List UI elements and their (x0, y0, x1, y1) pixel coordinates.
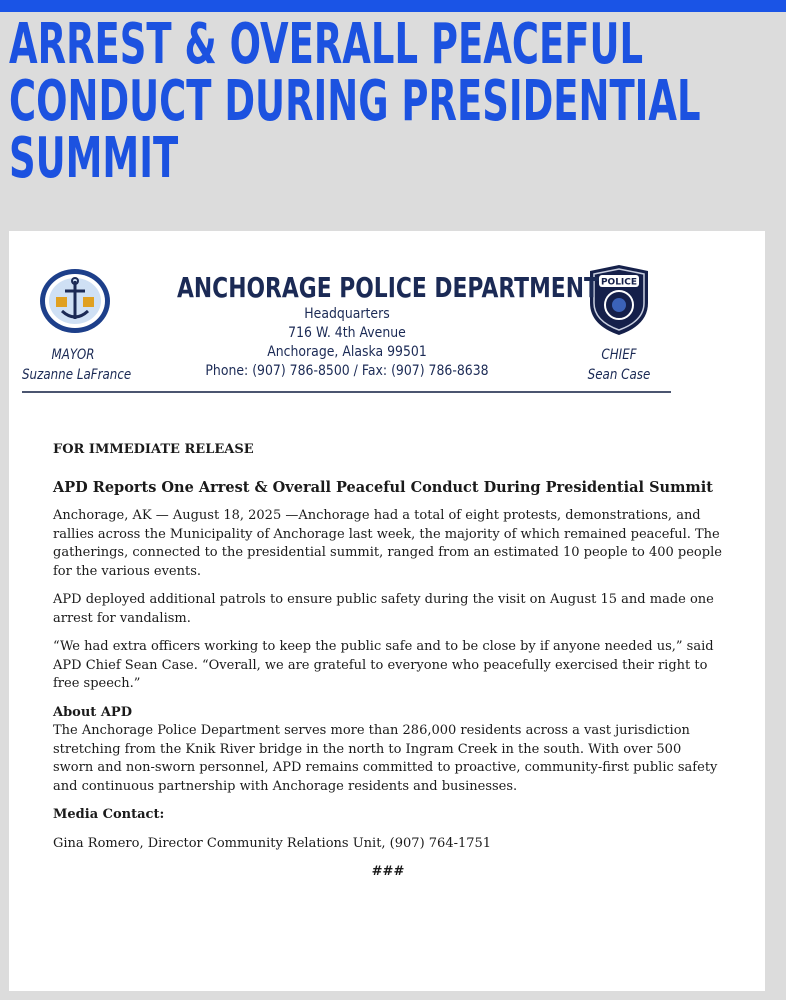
paragraph-1: Anchorage, AK — August 18, 2025 —Anchorage had a total of eight protests, demonstrations, and rallies across the Municipality of Anchorage last week, the majority of which remained peaceful. The gatherings, connected to the presidential summit, ranged from an estimated 10 people to 400 people for the various events. (53, 508, 722, 579)
street-address: 716 W. 4th Avenue (288, 325, 406, 341)
letterhead-divider (22, 391, 671, 393)
mayor-block (13, 345, 133, 385)
page-headline (9, 12, 701, 191)
mayor-title: MAYOR (51, 347, 95, 363)
release-body (53, 441, 723, 882)
release-label: FOR IMMEDIATE RELEASE (53, 442, 254, 457)
city-state-zip: Anchorage, Alaska 99501 (267, 344, 427, 360)
paragraph-2: APD deployed additional patrols to ensure public safety during the visit on August 15 and made one arrest for vandalism. (53, 592, 714, 626)
municipality-seal-icon (38, 267, 112, 335)
department-name: ANCHORAGE POLICE DEPARTMENT (177, 271, 599, 304)
top-accent-bar (0, 0, 786, 12)
office-name: Headquarters (304, 306, 390, 322)
paragraph-3: “We had extra officers working to keep the public safe and to be close by if anyone needed us,” said APD Chief Sean Case. “Overall, we are grateful to everyone who peacefully exercised their right to free speech.” (53, 639, 714, 691)
press-release-document (9, 231, 765, 991)
chief-name: Sean Case (587, 367, 651, 383)
badge-label: POLICE (600, 277, 638, 288)
chief-title: CHIEF (601, 347, 637, 363)
media-contact-heading: Media Contact: (53, 807, 165, 822)
phone-fax: Phone: (907) 786-8500 / Fax: (907) 786-8638 (205, 363, 489, 379)
chief-block (569, 345, 669, 385)
end-mark: ### (371, 864, 405, 879)
mayor-name: Suzanne LaFrance (22, 367, 132, 383)
headline-line-1: ARREST & OVERALL PEACEFUL (9, 12, 644, 77)
release-title: APD Reports One Arrest & Overall Peaceful Conduct During Presidential Summit (53, 478, 713, 496)
about-text: The Anchorage Police Department serves more than 286,000 residents across a vast jurisdiction stretching from the Knik River bridge in the north to Ingram Creek in the south. With over 500 sworn and non-sworn personnel, APD remains committed to proactive, community-first public safety and continuous partnership with Anchorage residents and businesses. (53, 723, 718, 794)
headline-line-3: SUMMIT (9, 126, 179, 191)
letterhead-address-block (177, 305, 517, 381)
media-contact: Gina Romero, Director Community Relations Unit, (907) 764-1751 (53, 835, 492, 851)
about-heading: About APD (53, 704, 132, 720)
headline-line-2: CONDUCT DURING PRESIDENTIAL (9, 69, 701, 134)
